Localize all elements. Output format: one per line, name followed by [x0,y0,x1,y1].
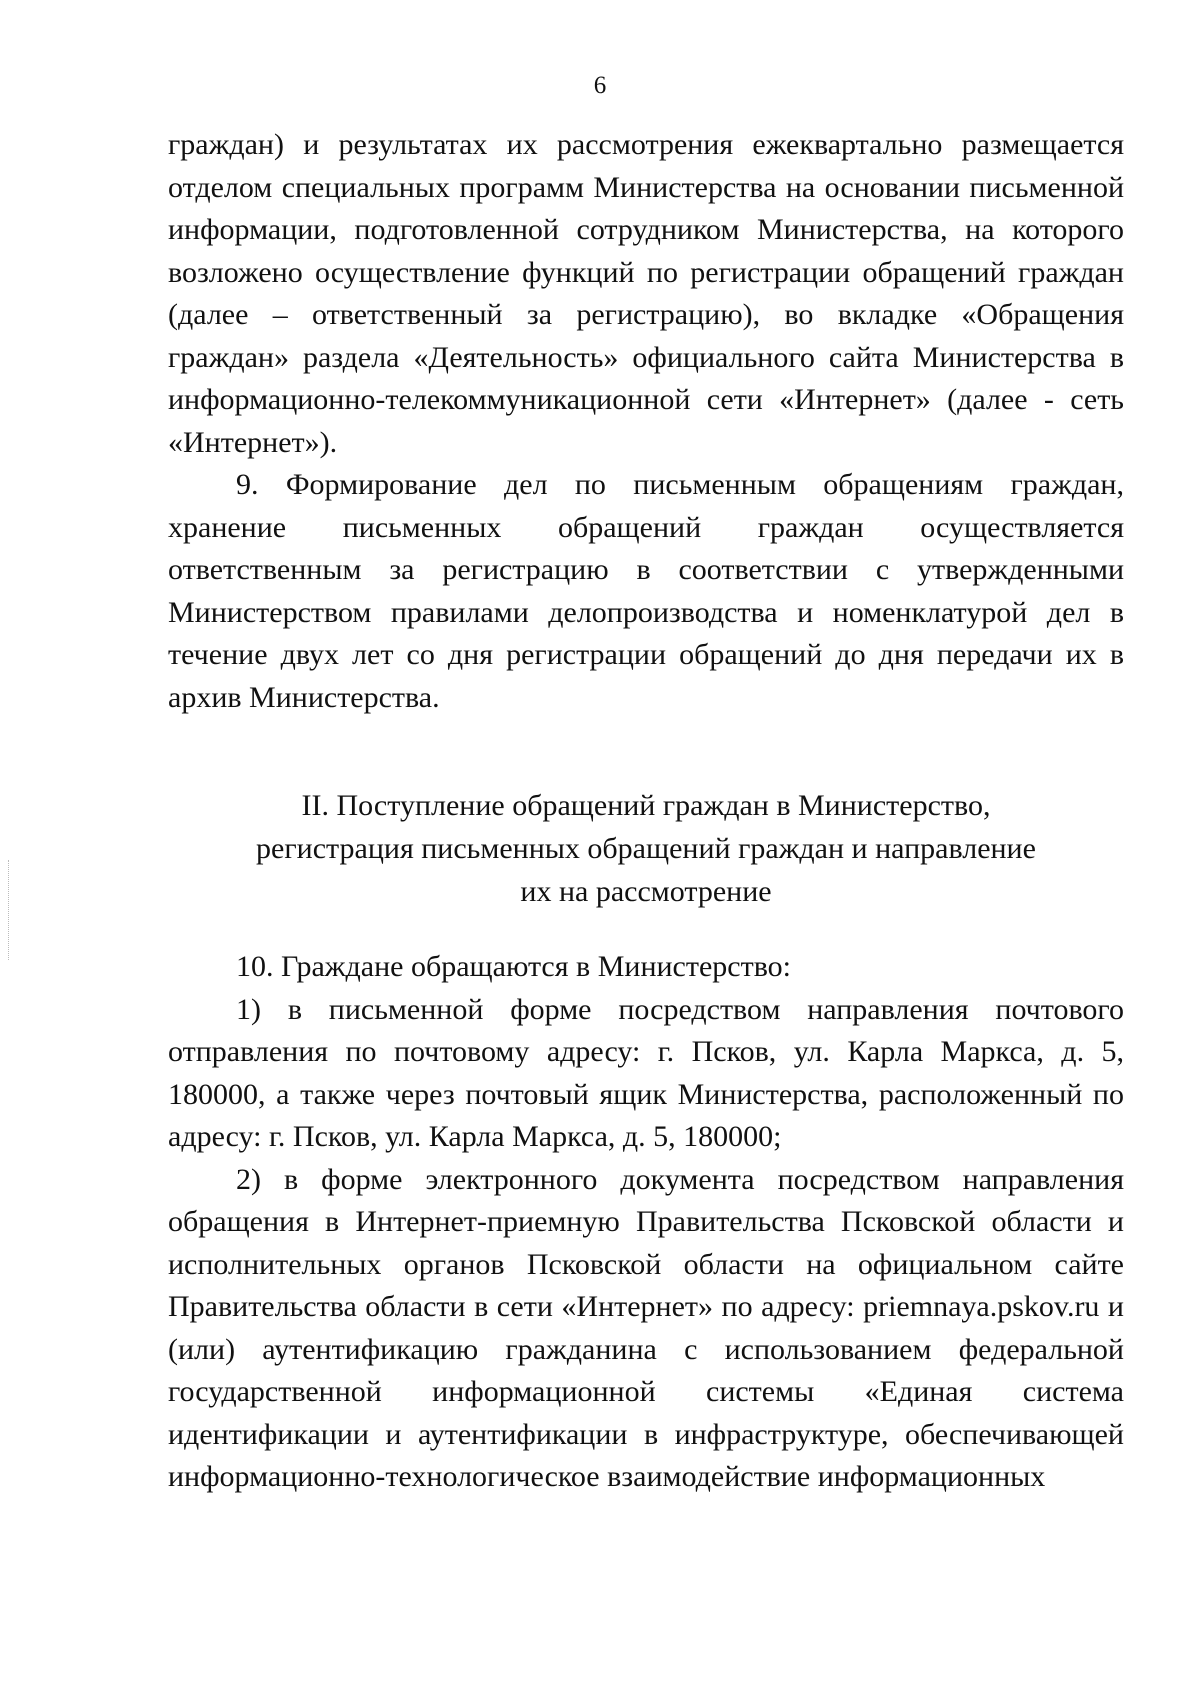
paragraph-item-10: 10. Граждане обращаются в Министерство: [236,950,792,983]
section-heading [168,784,1124,913]
paragraphs-top [168,124,1124,719]
paragraph-item-9: 9. Формирование дел по письменным обращениям граждан, хранение письменных обращений граждан осуществляется ответственным за регистрацию в соответствии с утвержденными Министерством правилами делопроизводства и номенклатурой дел в течение двух лет со дня регистрации обращений до дня передачи их в архив Министерства. [168,468,1124,714]
section-heading-line-2: регистрация письменных обращений граждан и направление [256,832,1036,865]
paragraph-item-10-2: 2) в форме электронного документа посредством направления обращения в Интернет-приемную Правительства Псковской области и исполнительных органов Псковской области на официальном сайте Правительства области в сети «Интернет» по адресу: priemnaya.pskov.ru и (или) аутентификацию гражданина с использованием федеральной государственной информационной системы «Единая система идентификации и аутентификации в инфраструктуре, обеспечивающей информационно-технологическое взаимодействие информационных [168,1162,1124,1493]
section-heading-line-3: их на рассмотрение [520,875,772,908]
paragraph-item-10-1: 1) в письменной форме посредством направления почтового отправления по почтовому адресу: г. Псков, ул. Карла Маркса, д. 5, 180000, а также через почтовый ящик Министерства, расположенный по адресу: г. Псков, ул. Карла Маркса, д. 5, 180000; [168,992,1124,1153]
scan-margin-mark [8,860,10,960]
paragraph-continuation: граждан) и результатах их рассмотрения ежеквартально размещается отделом специальных программ Министерства на основании письменной информации, подготовленной сотрудником Министерства, на которого возложено осуществление функций по регистрации обращений граждан (далее – ответственный за регистрацию), во вкладке «Обращения граждан» раздела «Деятельность» официального сайта Министерства в информационно-телекоммуникационной сети «Интернет» (далее - сеть «Интернет»). [168,128,1124,459]
section-heading-line-1: II. Поступление обращений граждан в Министерство, [301,789,991,822]
paragraphs-bottom [168,946,1124,1499]
page-number: 6 [593,72,607,99]
